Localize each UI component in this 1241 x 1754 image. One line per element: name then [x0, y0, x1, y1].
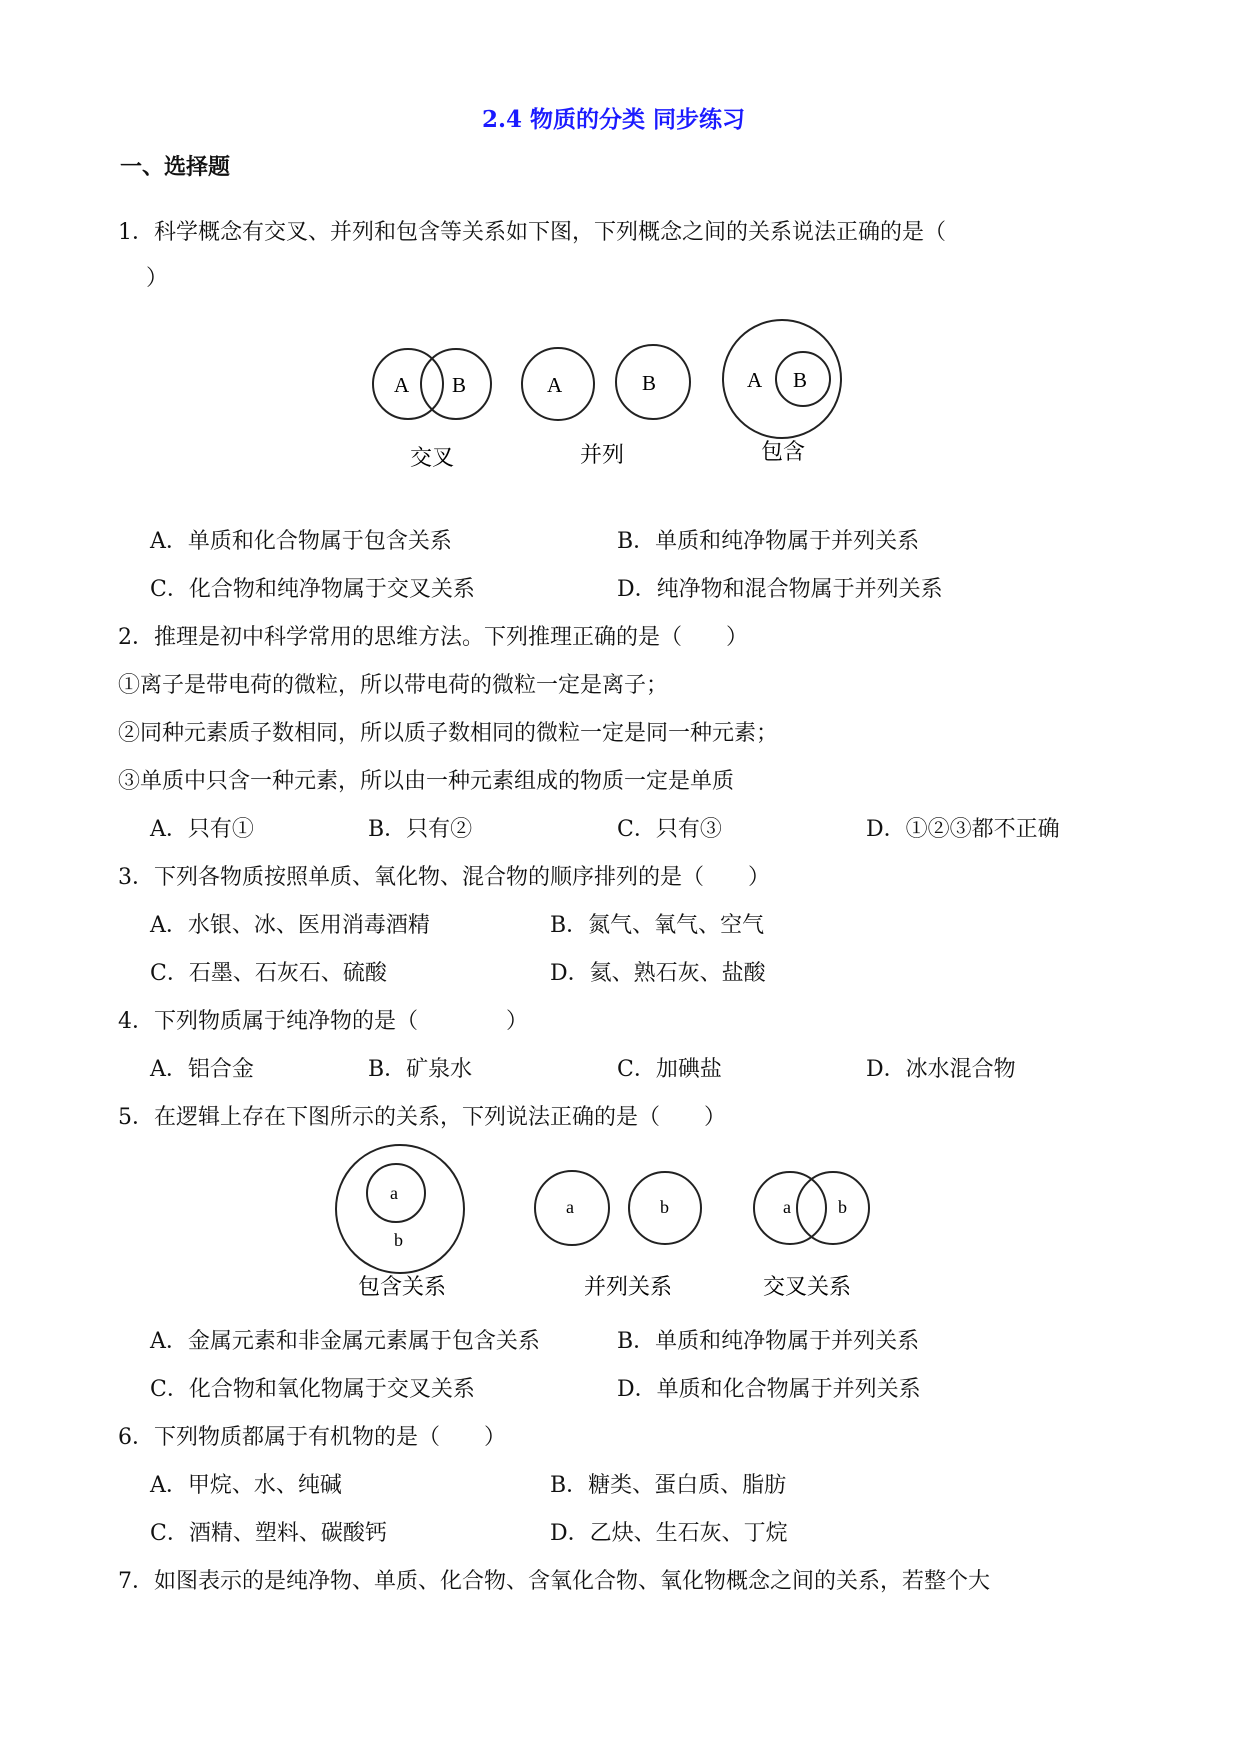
question-stem-end: ） — [146, 266, 169, 291]
parallel-diagram — [522, 345, 690, 468]
diagram-caption: 交叉关系 — [763, 1275, 852, 1300]
option-b: B．只有② — [368, 817, 473, 842]
section-heading: 一、选择题 — [120, 154, 231, 180]
option-a: A．单质和化合物属于包含关系 — [150, 529, 452, 554]
option-d: D．乙炔、生石灰、丁烷 — [550, 1521, 788, 1546]
contain-diagram — [336, 1145, 464, 1300]
page-title: 2.4 物质的分类 同步练习 — [482, 106, 746, 133]
parallel-diagram — [535, 1171, 701, 1300]
contain-diagram — [723, 320, 841, 465]
circle-label: A — [394, 373, 410, 397]
circle-label: b — [660, 1197, 669, 1217]
option-a: A．只有① — [150, 817, 254, 842]
option-a: A．铝合金 — [150, 1057, 254, 1082]
option-c: C．石墨、石灰石、硫酸 — [150, 961, 387, 986]
option-b: B．单质和纯净物属于并列关系 — [617, 529, 920, 554]
diagram-caption: 包含关系 — [358, 1275, 447, 1300]
option-c: C．酒精、塑料、碳酸钙 — [150, 1521, 387, 1546]
question-stem: 7．如图表示的是纯净物、单质、化合物、含氧化合物、氧化物概念之间的关系，若整个大 — [118, 1569, 991, 1594]
option-a: A．甲烷、水、纯碱 — [150, 1473, 342, 1498]
question-stem: 3．下列各物质按照单质、氧化物、混合物的顺序排列的是（ ） — [118, 865, 770, 890]
circle-label: A — [747, 368, 763, 392]
question-stem: 4．下列物质属于纯净物的是（ ） — [118, 1009, 528, 1034]
circle-label: b — [394, 1230, 403, 1250]
circle-label: b — [838, 1197, 847, 1217]
circle-label: B — [452, 373, 467, 397]
relation-diagram — [350, 312, 910, 492]
option-c: C．化合物和氧化物属于交叉关系 — [150, 1377, 475, 1402]
circle-label: A — [547, 373, 563, 397]
statement-1: ①离子是带电荷的微粒，所以带电荷的微粒一定是离子； — [118, 673, 669, 698]
question-stem: 2．推理是初中科学常用的思维方法。下列推理正确的是（ ） — [118, 625, 748, 650]
option-d: D．①②③都不正确 — [866, 817, 1060, 842]
diagram-caption: 交叉 — [410, 446, 455, 471]
option-a: A．水银、冰、医用消毒酒精 — [150, 913, 430, 938]
statement-2: ②同种元素质子数相同，所以质子数相同的微粒一定是同一种元素； — [118, 721, 779, 746]
circle-label: B — [793, 368, 808, 392]
circle-label: a — [566, 1197, 574, 1217]
statement-3: ③单质中只含一种元素，所以由一种元素组成的物质一定是单质 — [118, 769, 735, 794]
option-b: B．糖类、蛋白质、脂肪 — [550, 1473, 787, 1498]
diagram-caption: 并列 — [580, 443, 625, 468]
intersect-diagram — [373, 349, 491, 471]
diagram-caption: 包含 — [761, 440, 806, 465]
option-b: B．单质和纯净物属于并列关系 — [617, 1329, 920, 1354]
option-a: A．金属元素和非金属元素属于包含关系 — [150, 1329, 540, 1354]
option-d: D．单质和化合物属于并列关系 — [617, 1377, 921, 1402]
option-c: C．只有③ — [617, 817, 722, 842]
option-b: B．矿泉水 — [368, 1057, 473, 1082]
intersect-diagram — [754, 1172, 869, 1300]
option-d: D．氦、熟石灰、盐酸 — [550, 961, 766, 986]
option-d: D．冰水混合物 — [866, 1057, 1016, 1082]
option-c: C．加碘盐 — [617, 1057, 722, 1082]
option-b: B．氮气、氧气、空气 — [550, 913, 765, 938]
relation-diagram — [330, 1143, 890, 1313]
option-d: D．纯净物和混合物属于并列关系 — [617, 577, 943, 602]
circle-label: B — [642, 371, 657, 395]
option-c: C．化合物和纯净物属于交叉关系 — [150, 577, 475, 602]
circle-label: a — [783, 1197, 791, 1217]
question-stem: 1．科学概念有交叉、并列和包含等关系如下图，下列概念之间的关系说法正确的是（ — [118, 220, 946, 245]
question-stem: 6．下列物质都属于有机物的是（ ） — [118, 1425, 506, 1450]
circle-label: a — [390, 1183, 398, 1203]
question-stem: 5．在逻辑上存在下图所示的关系，下列说法正确的是（ ） — [118, 1105, 726, 1130]
diagram-caption: 并列关系 — [584, 1275, 673, 1300]
